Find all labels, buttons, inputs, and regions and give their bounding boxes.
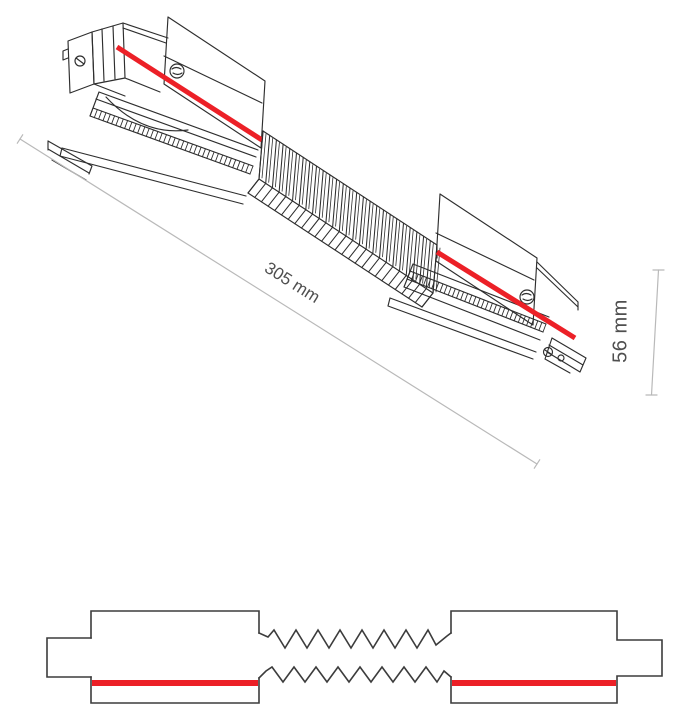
flex-zigzag-top	[259, 630, 451, 648]
dimension-lines	[17, 135, 664, 468]
cap-notch	[63, 49, 68, 60]
right-end-cap	[544, 338, 587, 373]
cap-edge-lines	[102, 26, 115, 81]
dim-line-height	[652, 270, 659, 395]
cap-front-plate	[68, 32, 94, 93]
profile-left-tab	[47, 638, 91, 677]
flex-zigzag-bottom	[259, 667, 451, 682]
red-stripe-left	[117, 47, 262, 140]
right-plate-fold-line	[436, 233, 534, 280]
left-back-plate	[164, 17, 265, 148]
right-rail-lip-ext	[537, 262, 578, 310]
cap-back-plate	[92, 23, 125, 84]
cap-top-links	[123, 23, 168, 43]
right-rail-hatching	[407, 271, 546, 332]
profile-right-body	[451, 611, 662, 703]
right-rail-base-lines	[388, 298, 536, 359]
left-track-section	[48, 17, 265, 204]
left-end-cap	[63, 23, 168, 96]
cap-screw-slot	[76, 58, 84, 64]
iso-view	[48, 17, 586, 373]
profile-left-body	[91, 611, 259, 703]
dimension-label-height: 56 mm	[609, 299, 632, 363]
left-rail-base-lines	[60, 148, 246, 204]
left-screw-icon	[170, 64, 184, 78]
left-plate-fold-line	[164, 56, 262, 103]
dim-line-length	[20, 139, 537, 464]
profile-view	[47, 611, 662, 703]
dimension-label-length: 305 mm	[261, 258, 324, 307]
right-screw-icon	[520, 290, 534, 304]
